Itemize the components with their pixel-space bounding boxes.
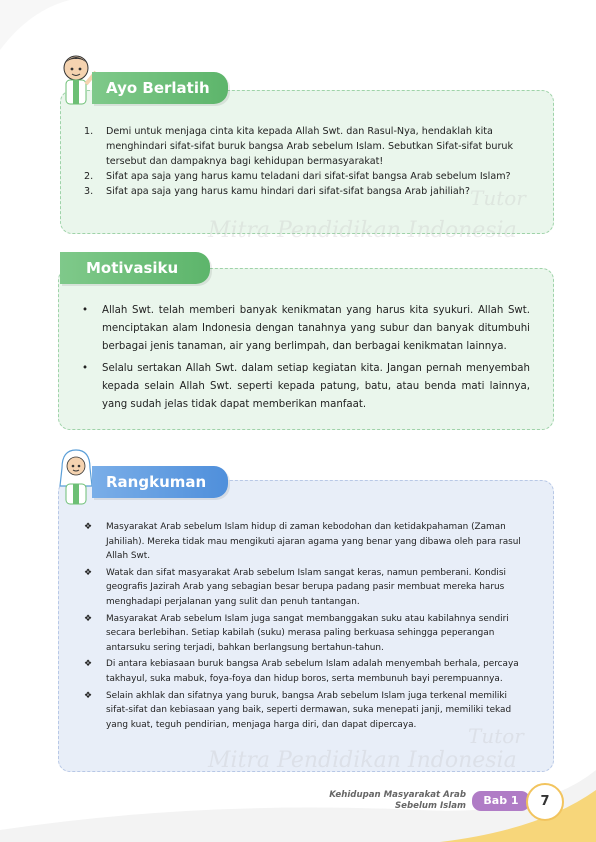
ayo-berlatih-title: Ayo Berlatih bbox=[106, 79, 210, 97]
watermark-tagline: Mitra Pendidikan Indonesia bbox=[208, 218, 517, 243]
list-item: 1. Demi untuk menjaga cinta kita kepada Allah Swt. dan Rasul-Nya, hendaklah kita menghindari sifat-sifat buruk bangsa Arab sebelum Islam. Sebutkan Sifat-sifat buruk tersebut dan dampaknya bagi kehidupan bermasyarakat! bbox=[84, 126, 514, 167]
list-item: ❖ Masyarakat Arab sebelum Islam hidup di zaman kebodohan dan ketidakpahaman (Zaman Jahiliah). Mereka tidak mau mengikuti ajaran agama yang benar yang dibawa oleh para rasul Allah Swt. bbox=[84, 522, 521, 562]
chapter-badge: Bab 1 bbox=[472, 791, 530, 811]
motivasiku-tab bbox=[60, 252, 210, 284]
list-item: • Selalu sertakan Allah Swt. dalam setiap kegiatan kita. Jangan pernah menyembah kepada selain Allah Swt. seperti kepada patung, batu, atau benda mati lainnya, yang sudah jelas tidak dapat memberikan manfaat. bbox=[82, 363, 530, 410]
list-item: ❖ Selain akhlak dan sifatnya yang buruk, bangsa Arab sebelum Islam juga terkenal memiliki sifat-sifat dan kebiasaan yang baik, seperti dermawan, suka menepati janji, memiliki tekad yang kuat, teguh pendirian, menjaga harga diri, dan dapat dipercaya. bbox=[84, 690, 512, 730]
list-item: 2. Sifat apa saja yang harus kamu teladani dari sifat-sifat bangsa Arab sebelum Islam? bbox=[84, 171, 511, 182]
list-item: ❖ Watak dan sifat masyarakat Arab sebelum Islam sangat keras, namun pemberani. Kondisi geografis Jazirah Arab yang sebagian besar berupa padang pasir membuat mereka harus menghadapi perjalanan yang sulit dan penuh tantangan. bbox=[84, 567, 506, 607]
watermark-brand: Tutor bbox=[470, 186, 526, 210]
ayo-berlatih-list bbox=[84, 124, 532, 199]
motivasiku-title: Motivasiku bbox=[86, 259, 179, 277]
motivasiku-list bbox=[78, 302, 530, 414]
footer-chapter-title: Kehidupan Masyarakat Arab Sebelum Islam bbox=[329, 790, 466, 811]
rangkuman-title: Rangkuman bbox=[106, 473, 207, 491]
watermark-tagline-2: Mitra Pendidikan Indonesia bbox=[208, 748, 517, 773]
list-item: • Allah Swt. telah memberi banyak kenikmatan yang harus kita syukuri. Allah Swt. menciptakan alam Indonesia dengan tanahnya yang subur dan banyak ditumbuhi berbagai jenis tanaman, air yang berlimpah, dan berbagai kenikmatan lainnya. bbox=[82, 305, 530, 352]
page-number: 7 bbox=[526, 783, 564, 821]
list-item: 3. Sifat apa saja yang harus kamu hindari dari sifat-sifat bangsa Arab jahiliah? bbox=[84, 186, 470, 197]
watermark-brand-2: Tutor bbox=[468, 724, 524, 748]
list-item: ❖ Masyarakat Arab sebelum Islam juga sangat membanggakan suku atau kabilahnya sendiri secara berlebihan. Setiap kabilah (suku) merasa paling berkuasa sehingga peperangan antarsuku sering terjadi, bahkan berlangsung bertahun-tahun. bbox=[84, 613, 509, 653]
rangkuman-tab bbox=[92, 466, 228, 498]
list-item: ❖ Di antara kebiasaan buruk bangsa Arab sebelum Islam adalah menyembah berhala, percaya takhayul, suka mabuk, foya-foya dan hidup boros, serta membunuh bayi perempuannya. bbox=[84, 659, 519, 684]
ayo-berlatih-tab bbox=[92, 72, 228, 104]
rangkuman-list bbox=[84, 520, 530, 732]
